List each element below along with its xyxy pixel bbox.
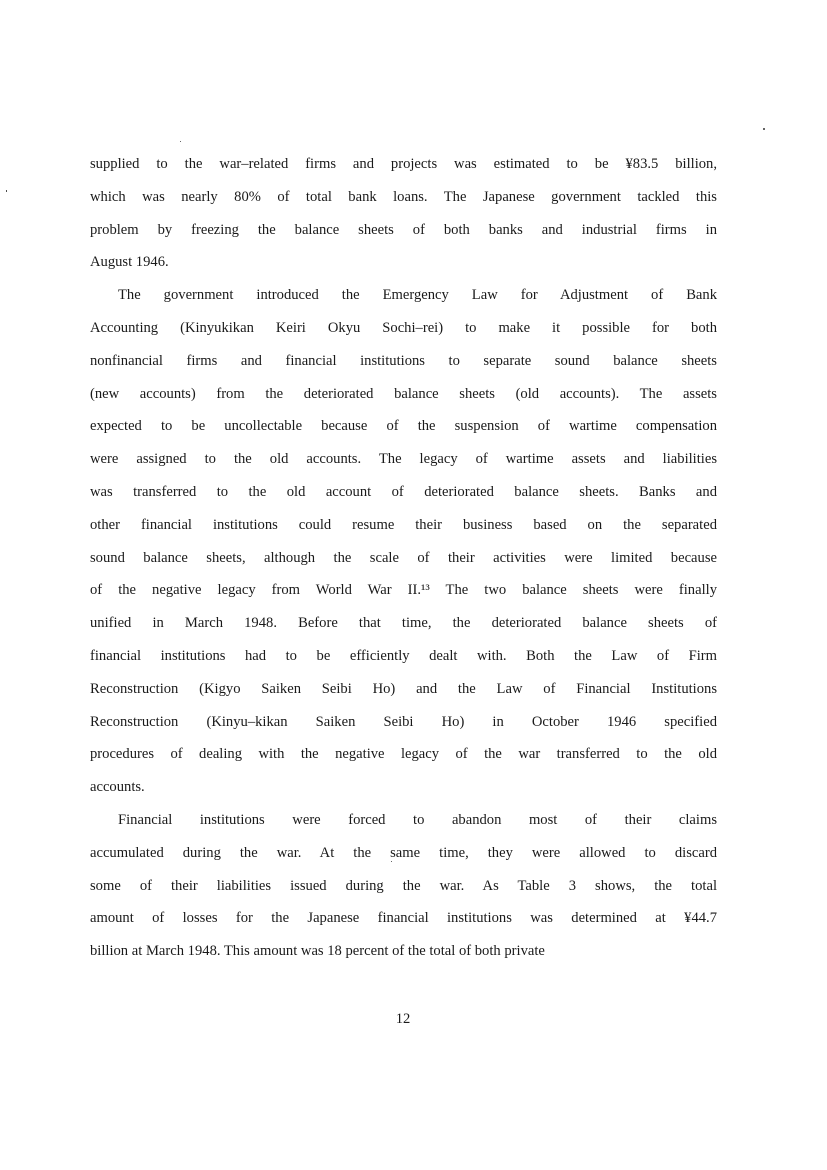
text-line: financial institutions had to be efficiently dealt with. Both the Law of Firm (90, 647, 717, 664)
text-line: August 1946. (90, 254, 169, 271)
text-line: which was nearly 80% of total bank loans. The Japanese government tackled this (90, 188, 717, 205)
paragraph (90, 279, 717, 804)
text-line: expected to be uncollectable because of the suspension of wartime compensation (90, 418, 717, 435)
text-line: Financial institutions were forced to abandon most of their claims (118, 811, 717, 828)
paragraph (90, 148, 717, 279)
text-line: other financial institutions could resume their business based on the separated (90, 516, 717, 533)
paragraph (90, 804, 717, 968)
text-line: supplied to the war–related firms and projects was estimated to be ¥83.5 billion, (90, 156, 717, 172)
scan-speck (763, 128, 765, 130)
scan-speck (391, 861, 392, 862)
text-line: unified in March 1948. Before that time, the deteriorated balance sheets of (90, 615, 717, 632)
text-line: some of their liabilities issued during the war. As Table 3 shows, the total (90, 877, 717, 894)
text-line: (new accounts) from the deteriorated balance sheets (old accounts). The assets (90, 385, 717, 402)
text-line: billion at March 1948. This amount was 18 percent of the total of both private (90, 943, 545, 960)
text-line: Accounting (Kinyukikan Keiri Okyu Sochi–rei) to make it possible for both (90, 319, 717, 336)
body-text (90, 148, 717, 968)
text-line: accounts. (90, 779, 145, 796)
scan-speck (6, 190, 7, 192)
text-line: problem by freezing the balance sheets of both banks and industrial firms in (90, 221, 717, 238)
text-line: nonfinancial firms and financial institutions to separate sound balance sheets (90, 352, 717, 369)
text-line: were assigned to the old accounts. The legacy of wartime assets and liabilities (90, 451, 717, 468)
text-line: Reconstruction (Kigyo Saiken Seibi Ho) and the Law of Financial Institutions (90, 680, 717, 697)
text-line: Reconstruction (Kinyu–kikan Saiken Seibi Ho) in October 1946 specified (90, 713, 717, 730)
text-line: amount of losses for the Japanese financial institutions was determined at ¥44.7 (90, 910, 717, 927)
text-line: procedures of dealing with the negative legacy of the war transferred to the old (90, 746, 717, 763)
text-line: was transferred to the old account of deteriorated balance sheets. Banks and (90, 483, 717, 500)
text-line: of the negative legacy from World War II.¹³ The two balance sheets were finally (90, 582, 717, 599)
text-line: accumulated during the war. At the same time, they were allowed to discard (90, 844, 717, 861)
scan-speck (180, 141, 181, 142)
text-line: The government introduced the Emergency Law for Adjustment of Bank (118, 287, 717, 304)
page-number: 12 (395, 1011, 411, 1027)
text-line: sound balance sheets, although the scale of their activities were limited because (90, 549, 717, 566)
